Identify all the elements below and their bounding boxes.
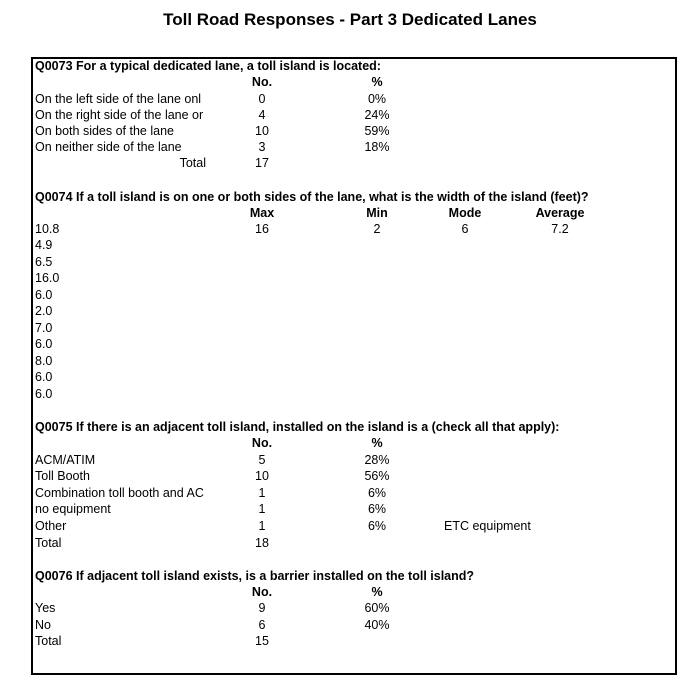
- q75-row-pct: 6%: [367, 486, 387, 500]
- q75-question: Q0075 If there is an adjacent toll island, installed on the island is a (check all that apply):: [35, 420, 560, 434]
- q75-row-no: 1: [258, 519, 266, 533]
- q74-average-value: 7.2: [551, 222, 569, 236]
- q75-row-label: no equipment: [35, 502, 111, 516]
- q76-row-no: 6: [258, 618, 266, 632]
- q73-total-label: Total: [179, 156, 206, 170]
- q74-width-value: 7.0: [35, 321, 53, 335]
- q73-row-pct: 24%: [364, 108, 390, 122]
- q75-row-label: ACM/ATIM: [35, 453, 96, 467]
- q74-col-max: Max: [249, 206, 275, 220]
- q75-total-value: 18: [255, 536, 269, 550]
- q74-col-min: Min: [366, 206, 388, 220]
- q75-row-no: 5: [258, 453, 266, 467]
- q75-row-no: 1: [258, 486, 266, 500]
- q73-col-pct: %: [371, 75, 383, 89]
- q76-row-label: No: [35, 618, 51, 632]
- q73-row-label: On the right side of the lane or: [35, 108, 204, 122]
- q74-col-average: Average: [535, 206, 585, 220]
- q73-question: Q0073 For a typical dedicated lane, a toll island is located:: [35, 59, 381, 73]
- q73-row-no: 10: [255, 124, 269, 138]
- q73-row-no: 4: [258, 108, 266, 122]
- q74-width-value: 6.0: [35, 370, 53, 384]
- q75-col-no: No.: [251, 436, 273, 450]
- q74-width-value: 2.0: [35, 304, 53, 318]
- q76-row-pct: 60%: [364, 601, 390, 615]
- q73-row-no: 3: [258, 140, 266, 154]
- q74-min-value: 2: [373, 222, 381, 236]
- q73-row-label: On neither side of the lane: [35, 140, 182, 154]
- q75-row-pct: 6%: [367, 519, 387, 533]
- q76-col-pct: %: [371, 585, 383, 599]
- q74-width-value: 6.0: [35, 288, 53, 302]
- q74-width-value: 10.8: [35, 222, 60, 236]
- q75-row-label: Toll Booth: [35, 469, 90, 483]
- q73-row-label: On the left side of the lane onl: [35, 92, 202, 106]
- q75-row-label: Combination toll booth and AC: [35, 486, 204, 500]
- q75-row-label: Other: [35, 519, 67, 533]
- q73-total-value: 17: [255, 156, 269, 170]
- q75-row-pct: 6%: [367, 502, 387, 516]
- q76-row-no: 9: [258, 601, 266, 615]
- q73-row-pct: 18%: [364, 140, 390, 154]
- q73-row-pct: 0%: [367, 92, 387, 106]
- q74-question: Q0074 If a toll island is on one or both sides of the lane, what is the width of the island (feet)?: [35, 190, 589, 204]
- q76-col-no: No.: [251, 585, 273, 599]
- q75-total-label: Total: [35, 536, 62, 550]
- q74-mode-value: 6: [461, 222, 469, 236]
- q76-total-value: 15: [255, 634, 269, 648]
- q74-width-value: 16.0: [35, 271, 60, 285]
- q75-row-pct: 56%: [364, 469, 390, 483]
- q74-width-value: 6.0: [35, 337, 53, 351]
- q75-row-pct: 28%: [364, 453, 390, 467]
- q74-width-value: 8.0: [35, 354, 53, 368]
- q75-col-pct: %: [371, 436, 383, 450]
- q73-col-no: No.: [251, 75, 273, 89]
- q73-row-no: 0: [258, 92, 266, 106]
- q76-question: Q0076 If adjacent toll island exists, is a barrier installed on the toll island?: [35, 569, 475, 583]
- q75-row-note: ETC equipment: [444, 519, 531, 533]
- q75-row-no: 10: [255, 469, 269, 483]
- q73-row-label: On both sides of the lane: [35, 124, 174, 138]
- q74-width-value: 4.9: [35, 238, 53, 252]
- q76-row-pct: 40%: [364, 618, 390, 632]
- q74-width-value: 6.5: [35, 255, 53, 269]
- q75-row-no: 1: [258, 502, 266, 516]
- q73-row-pct: 59%: [364, 124, 390, 138]
- q76-row-label: Yes: [35, 601, 56, 615]
- q74-col-mode: Mode: [448, 206, 482, 220]
- q74-width-value: 6.0: [35, 387, 53, 401]
- q74-max-value: 16: [255, 222, 269, 236]
- q76-total-label: Total: [35, 634, 62, 648]
- page-title: Toll Road Responses - Part 3 Dedicated Lanes: [163, 10, 537, 29]
